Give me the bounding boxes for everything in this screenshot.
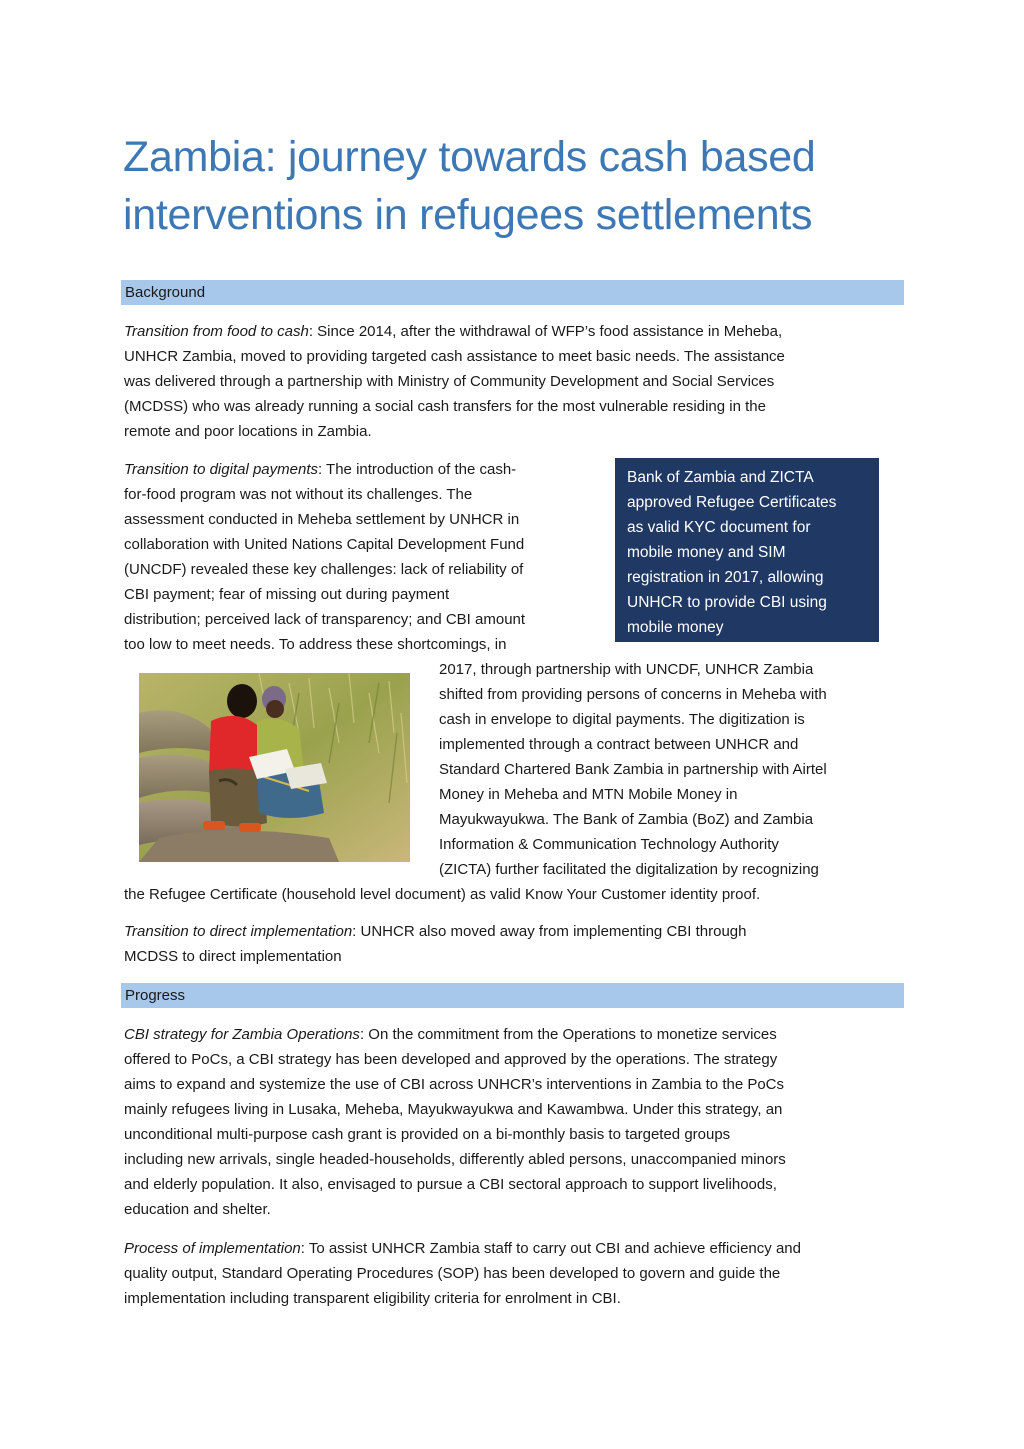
section-heading-progress: Progress bbox=[121, 983, 904, 1008]
text-line: Information & Communication Technology Authority bbox=[439, 836, 779, 853]
text-line: and elderly population. It also, envisaged to pursue a CBI sectoral approach to support livelihoods, bbox=[124, 1176, 777, 1193]
text-line: implemented through a contract between UNHCR and bbox=[439, 736, 799, 753]
callout-line: Bank of Zambia and ZICTA bbox=[627, 469, 814, 486]
paragraph-label: Transition to digital payments bbox=[124, 461, 318, 478]
text-line: : On the commitment from the Operations to monetize services bbox=[359, 1026, 777, 1043]
paragraph-label: Transition from food to cash bbox=[124, 323, 309, 340]
photo-illustration bbox=[139, 673, 410, 862]
text-line: collaboration with United Nations Capital Development Fund bbox=[124, 536, 525, 553]
text-line: Mayukwayukwa. The Bank of Zambia (BoZ) and Zambia bbox=[439, 811, 814, 828]
paragraph-label: Process of implementation bbox=[124, 1240, 301, 1257]
paragraph-label: CBI strategy for Zambia Operations bbox=[124, 1026, 360, 1043]
text-line: (MCDSS) who was already running a social cash transfers for the most vulnerable residing in the bbox=[124, 398, 766, 415]
text-line: implementation including transparent eligibility criteria for enrolment in CBI. bbox=[124, 1290, 621, 1307]
text-line: Money in Meheba and MTN Mobile Money in bbox=[439, 786, 738, 803]
text-line: unconditional multi-purpose cash grant is provided on a bi-monthly basis to targeted groups bbox=[124, 1126, 731, 1143]
text-line: : To assist UNHCR Zambia staff to carry out CBI and achieve efficiency and bbox=[300, 1240, 801, 1257]
callout-line: approved Refugee Certificates bbox=[627, 494, 837, 511]
paragraph-label: Transition to direct implementation bbox=[124, 923, 353, 940]
text-line: too low to meet needs. To address these shortcomings, in bbox=[124, 636, 507, 653]
text-line: Standard Chartered Bank Zambia in partnership with Airtel bbox=[439, 761, 827, 778]
paragraph-digital-payments-continued bbox=[439, 657, 904, 882]
text-line: for-food program was not without its challenges. The bbox=[124, 486, 473, 503]
paragraph-digital-payments-end bbox=[124, 882, 904, 907]
paragraph-food-to-cash bbox=[124, 319, 904, 444]
text-line: offered to PoCs, a CBI strategy has been developed and approved by the operations. The strategy bbox=[124, 1051, 778, 1068]
page-title bbox=[123, 128, 923, 244]
text-line: UNHCR Zambia, moved to providing targeted cash assistance to meet basic needs. The assistance bbox=[124, 348, 785, 365]
text-line: the Refugee Certificate (household level document) as valid Know Your Customer identity proof. bbox=[124, 886, 761, 903]
text-line: MCDSS to direct implementation bbox=[124, 948, 342, 965]
text-line: assessment conducted in Meheba settlement by UNHCR in bbox=[124, 511, 520, 528]
text-line: education and shelter. bbox=[124, 1201, 271, 1218]
text-line: including new arrivals, single headed-households, differently abled persons, unaccompanied minors bbox=[124, 1151, 786, 1168]
callout-line: registration in 2017, allowing bbox=[627, 569, 824, 586]
title-line-2: interventions in refugees settlements bbox=[123, 191, 813, 239]
callout-line: mobile money and SIM bbox=[627, 544, 786, 561]
title-line-1: Zambia: journey towards cash based bbox=[123, 133, 816, 181]
paragraph-process-implementation bbox=[124, 1236, 904, 1311]
paragraph-direct-implementation bbox=[124, 919, 904, 969]
paragraph-digital-payments bbox=[124, 457, 604, 657]
text-line: (ZICTA) further facilitated the digitalization by recognizing bbox=[439, 861, 819, 878]
callout-box bbox=[615, 458, 879, 642]
text-line: CBI payment; fear of missing out during payment bbox=[124, 586, 450, 603]
text-line: remote and poor locations in Zambia. bbox=[124, 423, 372, 440]
text-line: aims to expand and systemize the use of CBI across UNHCR’s interventions in Zambia to the PoCs bbox=[124, 1076, 785, 1093]
text-line: distribution; perceived lack of transparency; and CBI amount bbox=[124, 611, 526, 628]
text-line: : The introduction of the cash- bbox=[317, 461, 517, 478]
text-line: : Since 2014, after the withdrawal of WFP’s food assistance in Meheba, bbox=[308, 323, 783, 340]
section-heading-background: Background bbox=[121, 280, 904, 305]
text-line: quality output, Standard Operating Procedures (SOP) has been developed to govern and guide the bbox=[124, 1265, 781, 1282]
text-line: mainly refugees living in Lusaka, Meheba, Mayukwayukwa and Kawambwa. Under this strategy, an bbox=[124, 1101, 783, 1118]
callout-line: mobile money bbox=[627, 619, 724, 636]
text-line: cash in envelope to digital payments. The digitization is bbox=[439, 711, 805, 728]
text-line: : UNHCR also moved away from implementing CBI through bbox=[352, 923, 747, 940]
callout-line: UNHCR to provide CBI using bbox=[627, 594, 827, 611]
refugee-women-photo bbox=[139, 673, 410, 862]
text-line: 2017, through partnership with UNCDF, UNHCR Zambia bbox=[439, 661, 814, 678]
callout-line: as valid KYC document for bbox=[627, 519, 811, 536]
text-line: was delivered through a partnership with Ministry of Community Development and Social Services bbox=[124, 373, 775, 390]
paragraph-cbi-strategy bbox=[124, 1022, 904, 1222]
text-line: (UNCDF) revealed these key challenges: lack of reliability of bbox=[124, 561, 524, 578]
text-line: shifted from providing persons of concerns in Meheba with bbox=[439, 686, 827, 703]
